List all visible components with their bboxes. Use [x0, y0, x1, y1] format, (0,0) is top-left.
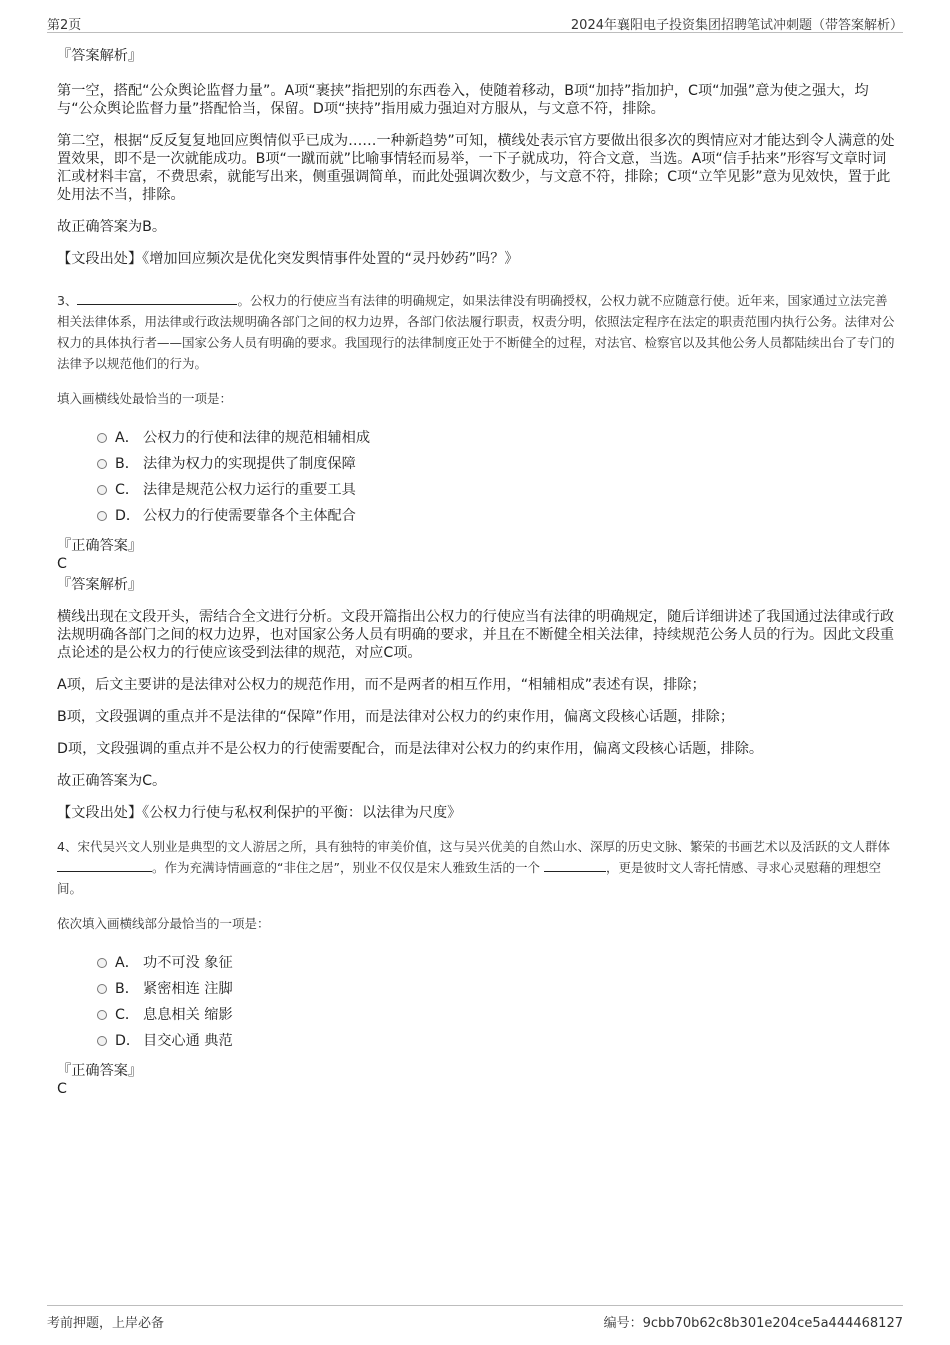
option-letter: B．: [115, 981, 139, 997]
page-footer: [47, 1305, 903, 1331]
code-value: 9cbb70b62c8b301e204ce5a444468127: [642, 1316, 903, 1331]
answer-blank: [544, 858, 606, 872]
option-text: 紧密相连 注脚: [143, 981, 233, 997]
question-stem: [57, 836, 897, 899]
radio-icon[interactable]: [97, 459, 107, 469]
option-c[interactable]: [97, 1002, 897, 1028]
question-stem: [57, 290, 897, 374]
option-letter: B．: [115, 456, 139, 472]
option-letter: C．: [115, 482, 140, 498]
question-prompt: 依次填入画横线部分最恰当的一项是：: [57, 916, 270, 931]
question-stem-text: ，更是彼时文人寄托情感、寻求心灵慰藉的理想空间。: [57, 860, 881, 896]
answer-blank: [77, 291, 237, 305]
option-text: 法律为权力的实现提供了制度保障: [143, 456, 356, 472]
option-text: 法律是规范公权力运行的重要工具: [143, 482, 356, 498]
source-citation: 【文段出处】《公权力行使与私权利保护的平衡：以法律为尺度》: [57, 805, 462, 821]
question-2-tail: [57, 47, 897, 268]
correct-answer-label: 『正确答案』: [57, 538, 143, 554]
option-text: 息息相关 缩影: [143, 1007, 233, 1023]
analysis-paragraph-1: 第一空，搭配“公众舆论监督力量”。A项“裹挟”指把别的东西卷入，使随着移动，B项“加持”指加护，C项“加强”意为使之强大，均与“公众舆论监督力量”搭配恰当，保留。D项“挟持”指用威力强迫对方服从，与文意不符，排除。: [57, 83, 869, 117]
correct-answer-label: 『正确答案』: [57, 1063, 143, 1079]
analysis-label: 『答案解析』: [57, 48, 143, 64]
option-list: [97, 950, 897, 1054]
question-prompt: 填入画横线处最恰当的一项是：: [57, 391, 233, 406]
source-citation: 【文段出处】《增加回应频次是优化突发舆情事件处置的“灵丹妙药”吗？》: [57, 251, 519, 267]
question-stem-text: 。公权力的行使应当有法律的明确规定，如果法律没有明确授权，公权力就不应随意行使。近年来，国家通过立法完善相关法律体系，用法律或行政法规明确各部门之间的权力边界，各部门依法履行职责，权责分明，依照法定程序在法定的职责范围内执行公务。法律对公权力的具体执行者——国家公务人员有明确的要求。我国现行的法律制度正处于不断健全的过程，对法官、检察官以及其他公务人员都陆续出台了专门的法律予以规范他们的行为。: [57, 293, 895, 371]
option-letter: C．: [115, 1007, 140, 1023]
correct-answer: C: [57, 556, 67, 572]
option-letter: A．: [115, 955, 139, 971]
option-letter: A．: [115, 430, 139, 446]
question-number: 4、: [57, 839, 78, 854]
radio-icon[interactable]: [97, 984, 107, 994]
option-text: 公权力的行使和法律的规范相辅相成: [143, 430, 371, 446]
code-label: 编号：: [603, 1316, 643, 1331]
option-text: 目交心通 典范: [143, 1033, 233, 1049]
correct-answer: C: [57, 1081, 67, 1097]
analysis-option-a: A项，后文主要讲的是法律对公权力的规范作用，而不是两者的相互作用，“相辅相成”表述有误，排除；: [57, 677, 706, 693]
option-d[interactable]: [97, 503, 897, 529]
radio-icon[interactable]: [97, 485, 107, 495]
option-a[interactable]: [97, 425, 897, 451]
answer-conclusion: 故正确答案为C。: [57, 773, 167, 789]
footer-slogan: 考前押题，上岸必备: [47, 1316, 165, 1331]
question-4: [57, 836, 897, 1098]
analysis-option-b: B项，文段强调的重点并不是法律的“保障”作用，而是法律对公权力的约束作用，偏离文段核心话题，排除；: [57, 709, 735, 725]
page-number: 第2页: [47, 18, 82, 33]
page-header: [47, 12, 903, 33]
question-stem-text: 宋代吴兴文人别业是典型的文人游居之所，具有独特的审美价值，这与吴兴优美的自然山水、深厚的历史文脉、繁荣的书画艺术以及活跃的文人群体: [77, 839, 890, 854]
question-3: [57, 290, 897, 822]
radio-icon[interactable]: [97, 1036, 107, 1046]
answer-blank: [57, 858, 152, 872]
document-code: [604, 1312, 903, 1331]
answer-conclusion: 故正确答案为B。: [57, 219, 167, 235]
page-content: [57, 44, 897, 1098]
radio-icon[interactable]: [97, 958, 107, 968]
option-b[interactable]: [97, 976, 897, 1002]
analysis-paragraph: 横线出现在文段开头，需结合全文进行分析。文段开篇指出公权力的行使应当有法律的明确规定，随后详细讲述了我国通过法律或行政法规明确各部门之间的权力边界，也对国家公务人员有明确的要求，并且在不断健全相关法律，持续规范公务人员的行为。因此文段重点论述的是公权力的行使应该受到法律的规范，对应C项。: [57, 609, 895, 661]
radio-icon[interactable]: [97, 511, 107, 521]
option-c[interactable]: [97, 477, 897, 503]
option-list: [97, 425, 897, 529]
radio-icon[interactable]: [97, 433, 107, 443]
analysis-option-d: D项，文段强调的重点并不是公权力的行使需要配合，而是法律对公权力的约束作用，偏离文段核心话题，排除。: [57, 741, 764, 757]
option-b[interactable]: [97, 451, 897, 477]
question-number: 3、: [57, 293, 78, 308]
option-text: 公权力的行使需要靠各个主体配合: [143, 508, 356, 524]
question-stem-text: 。作为充满诗情画意的“非住之居”，别业不仅仅是宋人雅致生活的一个: [152, 860, 544, 875]
option-a[interactable]: [97, 950, 897, 976]
analysis-label: 『答案解析』: [57, 577, 143, 593]
option-d[interactable]: [97, 1028, 897, 1054]
option-text: 功不可没 象征: [143, 955, 233, 971]
document-title: 2024年襄阳电子投资集团招聘笔试冲刺题（带答案解析）: [570, 18, 903, 33]
option-letter: D．: [115, 508, 141, 524]
option-letter: D．: [115, 1033, 141, 1049]
analysis-paragraph-2: 第二空，根据“反反复复地回应舆情似乎已成为……一种新趋势”可知，横线处表示官方要做出很多次的舆情应对才能达到令人满意的处置效果，即不是一次就能成功。B项“一蹴而就”比喻事情轻而易举，一下子就成功，符合文意，当选。A项“信手拈来”形容写文章时词汇或材料丰富，不费思索，就能写出来，侧重强调简单，而此处强调次数少，与文意不符，排除；C项“立竿见影”意为见效快，置于此处用法不当，排除。: [57, 133, 895, 203]
radio-icon[interactable]: [97, 1010, 107, 1020]
